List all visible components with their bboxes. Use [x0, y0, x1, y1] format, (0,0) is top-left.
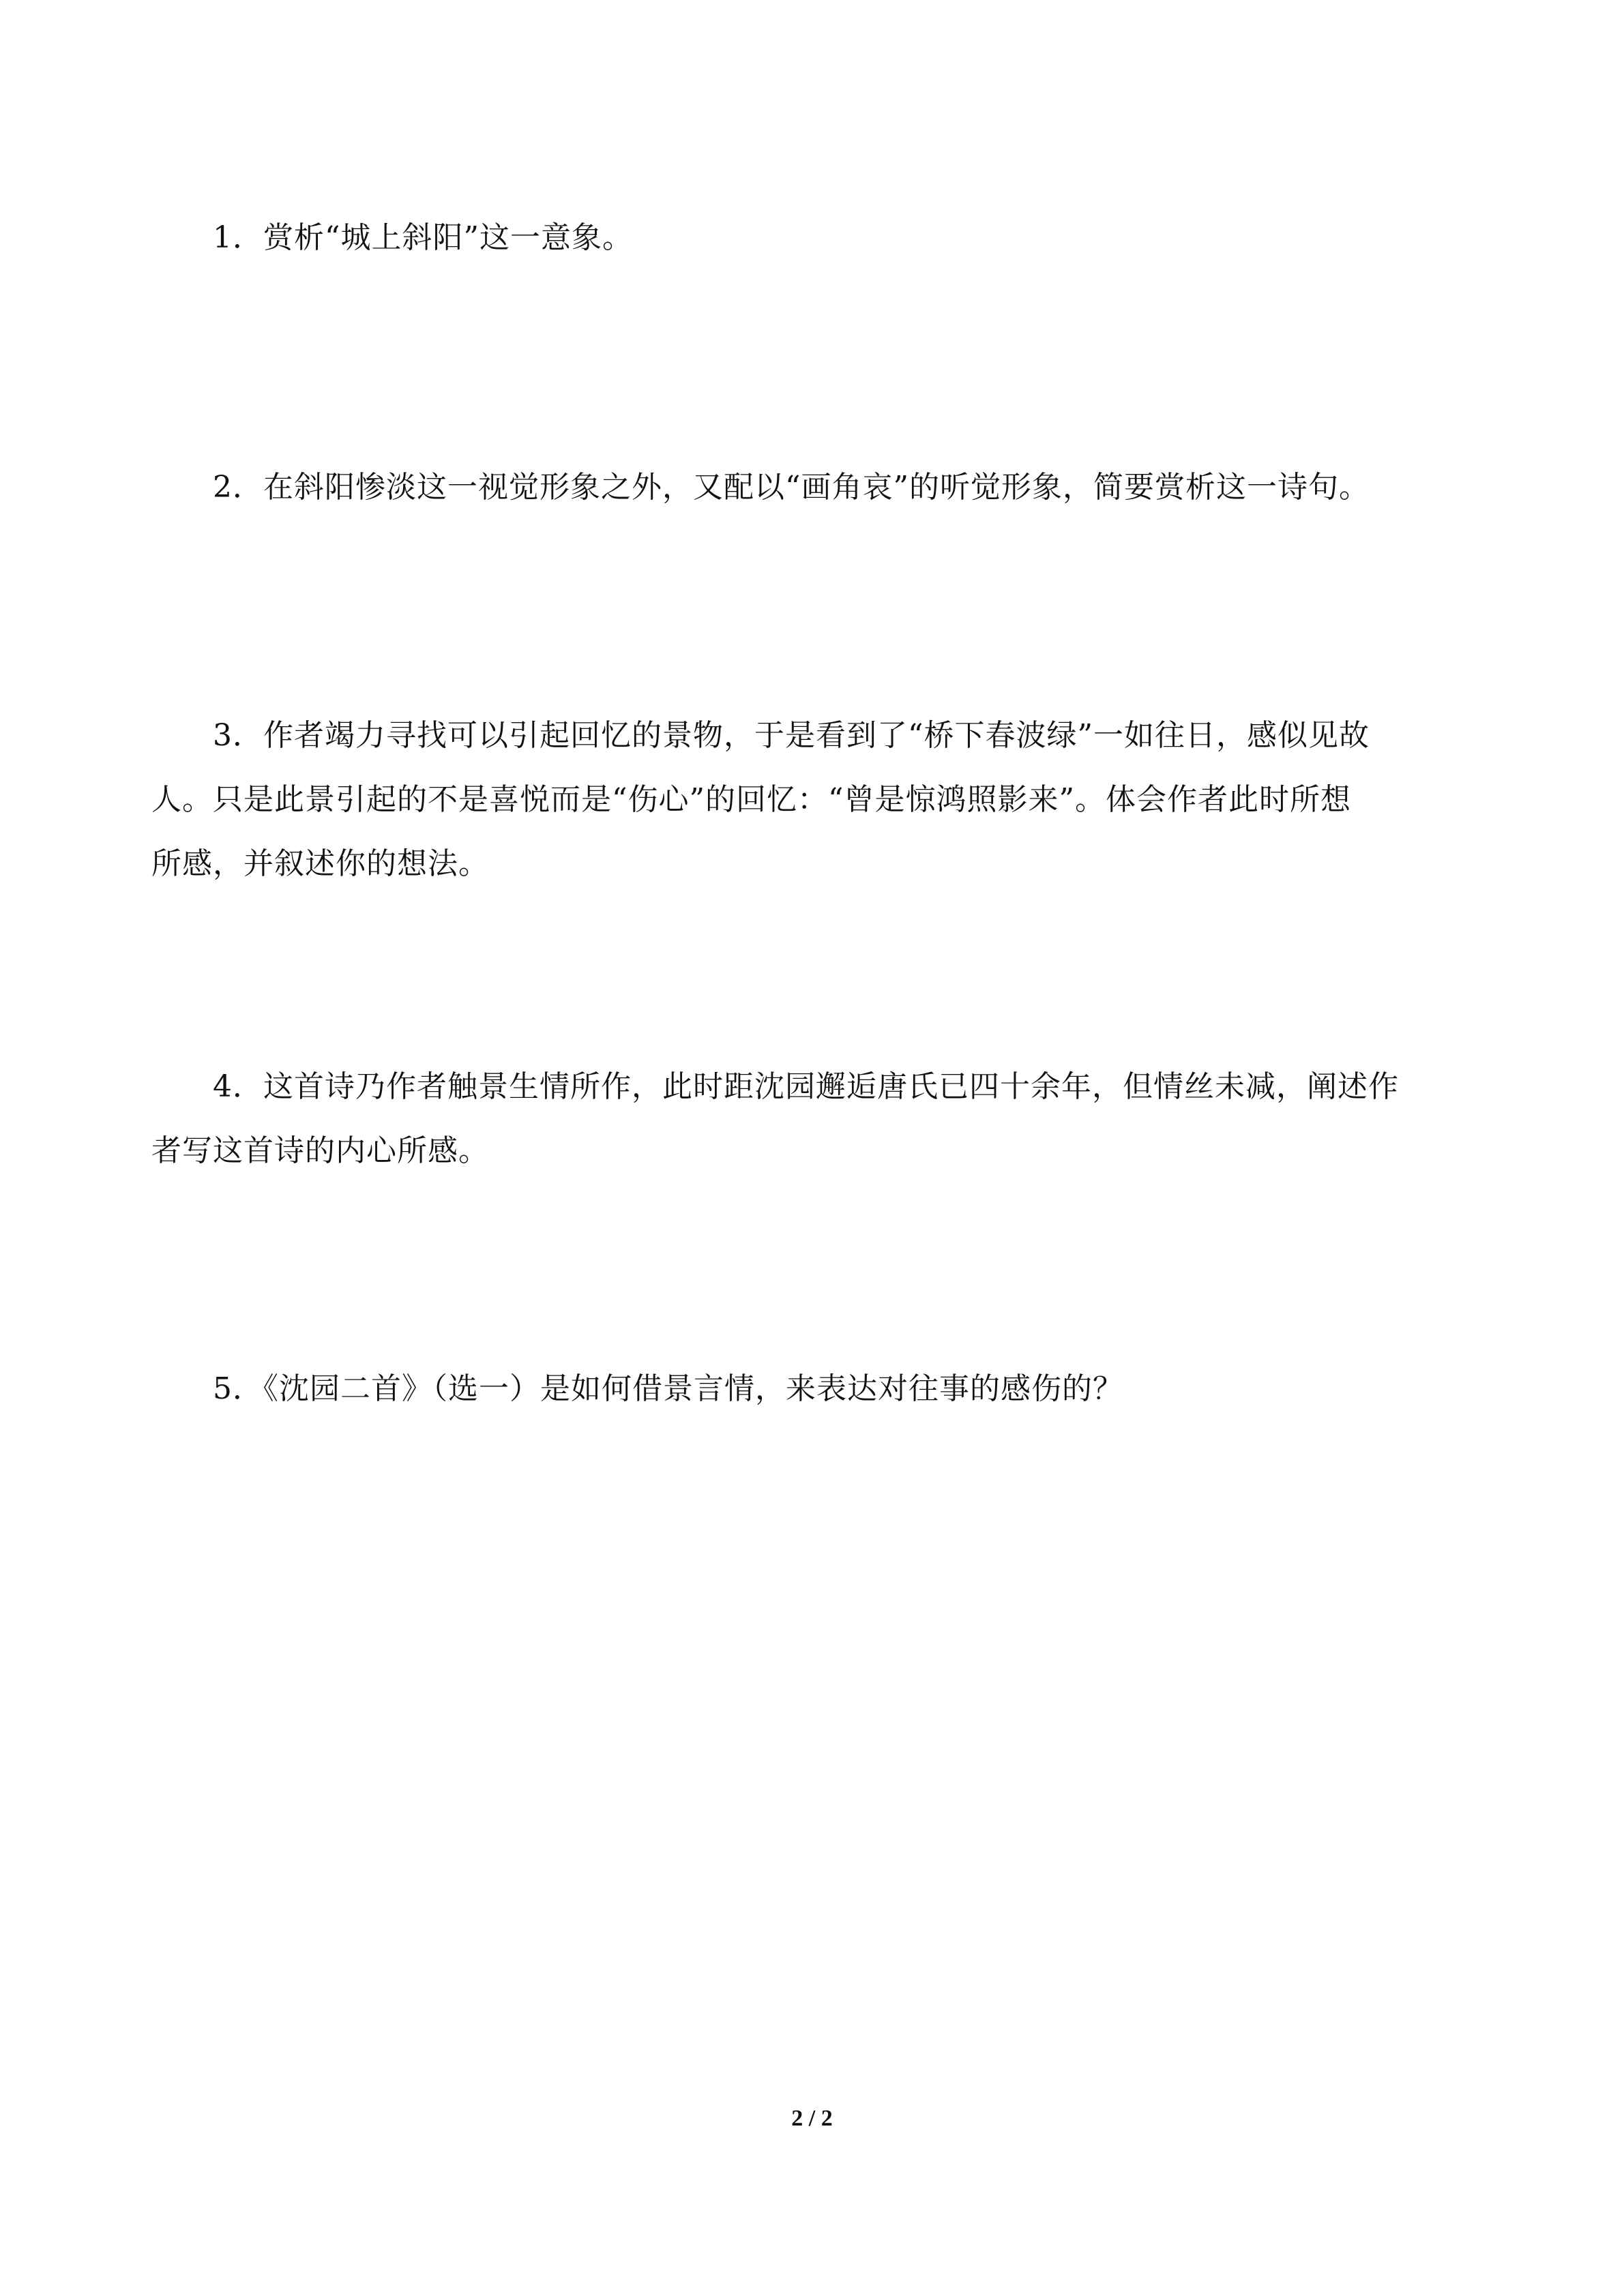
question-3-line-1: 3．作者竭力寻找可以引起回忆的景物，于是看到了“桥下春波绿”一如往日，感似见故	[213, 718, 1370, 753]
question-5	[151, 1357, 1481, 1421]
question-3-line-2: 人。只是此景引起的不是喜悦而是“伤心”的回忆：“曾是惊鸿照影来”。体会作者此时所想	[151, 782, 1351, 817]
page-number: 2 / 2	[791, 2106, 833, 2131]
question-2	[151, 456, 1481, 520]
question-3-line-3: 所感，并叙述你的想法。	[151, 846, 489, 881]
question-2-line-1: 2．在斜阳惨淡这一视觉形象之外，又配以“画角哀”的听觉形象，简要赏析这一诗句。	[213, 470, 1370, 505]
question-4-line-2: 者写这首诗的内心所感。	[151, 1133, 489, 1168]
question-5-line-1: 5．《沈园二首》（选一）是如何借景言情，来表达对往事的感伤的？	[213, 1371, 1123, 1406]
question-3	[151, 704, 1481, 896]
question-4	[151, 1055, 1481, 1183]
question-1-line-1: 1．赏析“城上斜阳”这一意象。	[213, 220, 633, 255]
question-4-line-1: 4．这首诗乃作者触景生情所作，此时距沈园邂逅唐氏已四十余年，但情丝未减，阐述作	[213, 1069, 1399, 1104]
question-1	[151, 206, 1481, 270]
